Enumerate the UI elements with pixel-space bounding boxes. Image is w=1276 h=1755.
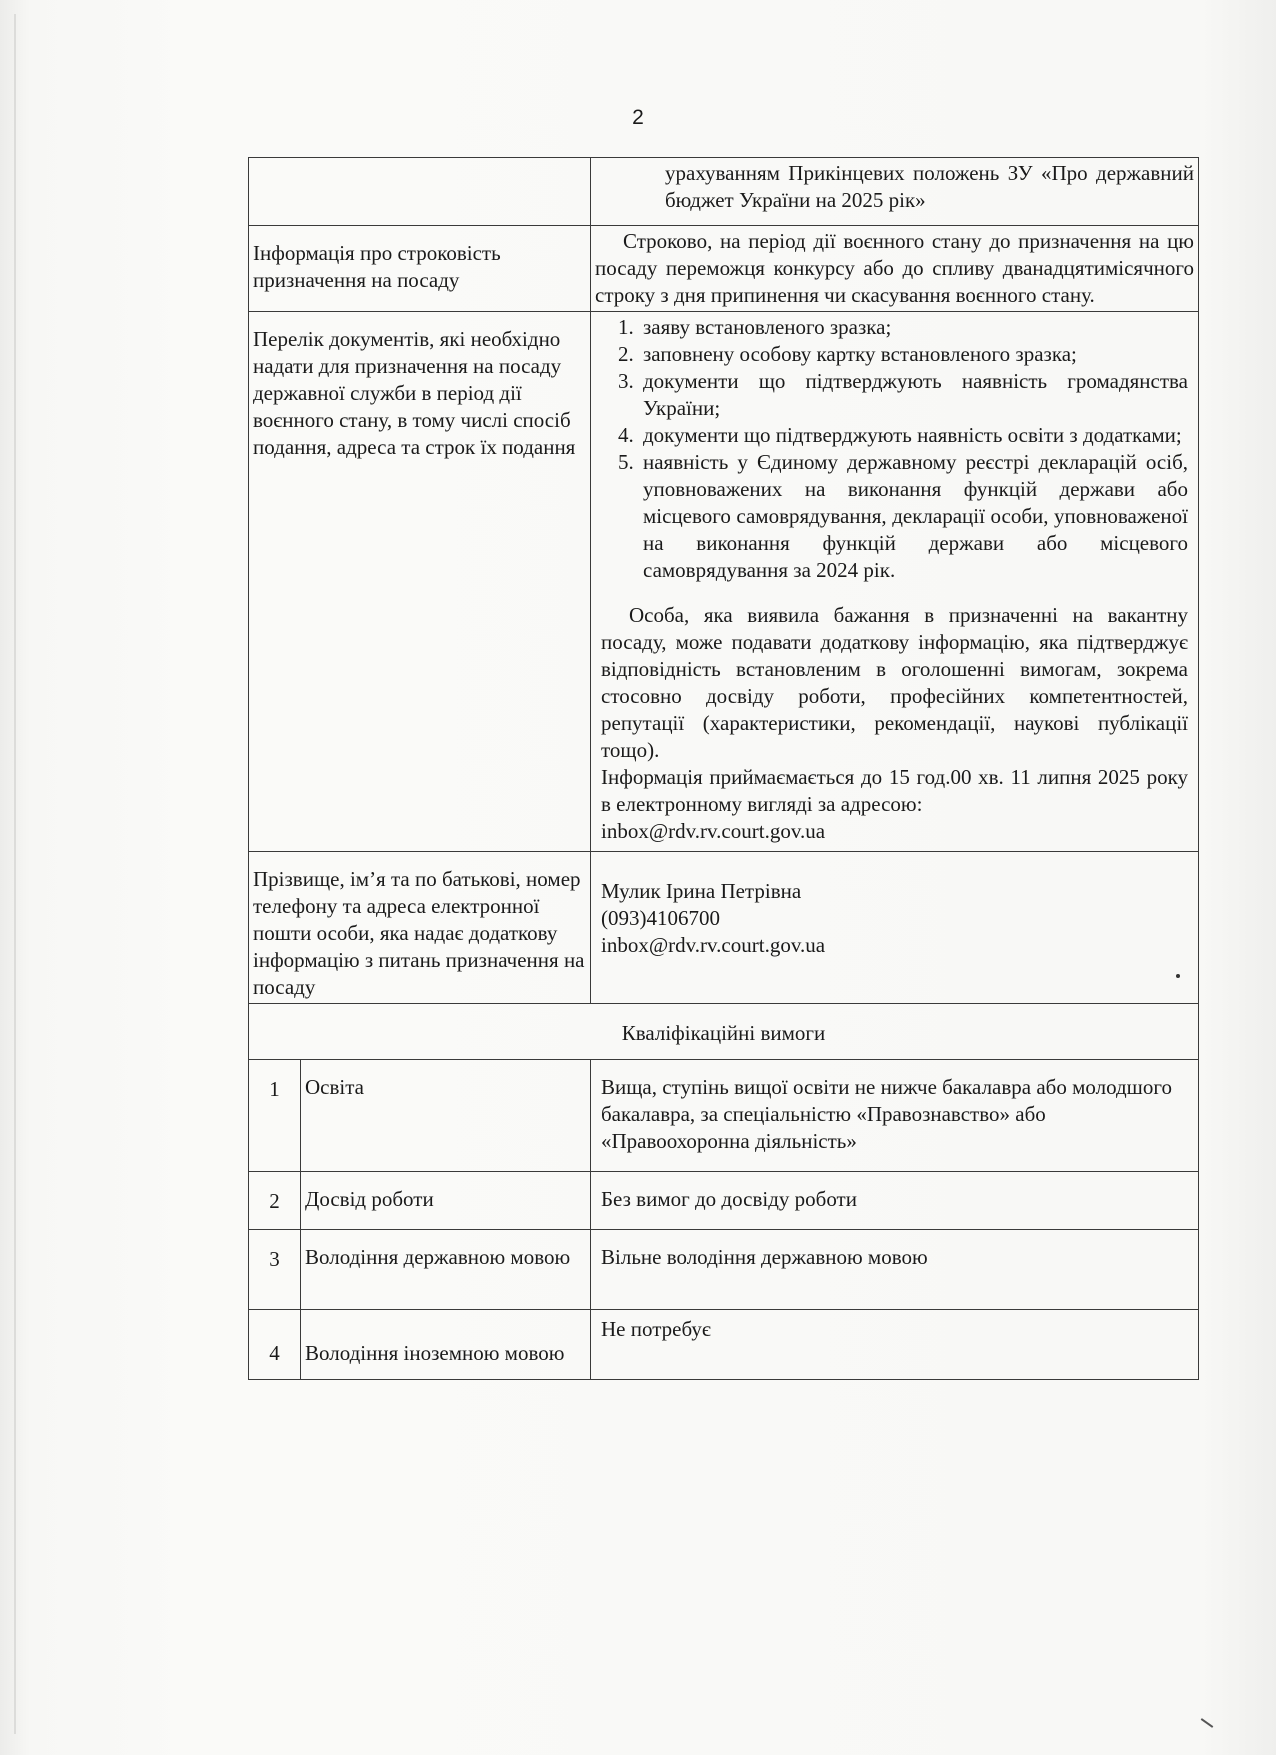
empty-cell [249,158,591,226]
page-edge-shadow [14,14,16,1734]
list-item: 2. заповнену особову картку встановленого зразка; [639,341,1188,368]
vacancy-table [248,157,1199,1380]
term-label: Інформація про строковість призначення на посаду [249,226,591,312]
contact-email: inbox@rdv.rv.court.gov.ua [601,933,826,957]
table-row-qualification [249,1172,1199,1230]
table-row-term [249,226,1199,312]
table-row-documents [249,312,1199,852]
qualification-number: 4 [249,1310,301,1380]
qualifications-heading: Кваліфікаційні вимоги [249,1004,1199,1060]
contact-name: Мулик Ірина Петрівна [601,879,802,903]
qualification-value: Вільне володіння державною мовою [591,1230,1199,1310]
table-row-qualifications-heading [249,1004,1199,1060]
documents-email: inbox@rdv.rv.court.gov.ua [601,819,826,843]
budget-note-cell [591,158,1199,226]
qualification-label: Володіння іноземною мовою [301,1310,591,1380]
documents-extra-info: Особа, яка виявила бажання в призначенні на вакантну посаду, може подавати додаткову інформацію, яка підтверджує відповідність встановленим в оголошенні вимогам, зокрема стосовно досвіду роботи, професійних компетентностей, репутації (характеристики, рекомендації, наукові публікації тощо). [601,603,1188,762]
qualification-value: Без вимог до досвіду роботи [591,1172,1199,1230]
qualification-number: 1 [249,1060,301,1172]
budget-note: урахуванням Прикінцевих положень ЗУ «Про державний бюджет України на 2025 рік» [665,161,1194,212]
documents-value-cell [591,312,1199,852]
term-value: Строково, на період дії воєнного стану до призначення на цю посаду переможця конкурсу або до спливу дванадцятимісячного строку з дня припинення чи скасування воєнного стану. [595,229,1194,307]
table-row-qualification [249,1310,1199,1380]
qualification-label: Досвід роботи [301,1172,591,1230]
list-item: 3. документи що підтверджують наявність громадянства України; [639,368,1188,422]
documents-label: Перелік документів, які необхідно надати для призначення на посаду державної служби в період дії воєнного стану, в тому числі спосіб подання, адреса та строк їх подання [249,312,591,852]
contact-label: Прізвище, ім’я та по батькові, номер телефону та адреса електронної пошти особи, яка надає додаткову інформацію з питань призначення на посаду [249,852,591,1004]
qualification-number: 3 [249,1230,301,1310]
list-item: 5. наявність у Єдиному державному реєстрі декларацій осіб, уповноважених на виконання функцій держави або місцевого самоврядування, декларації особи, уповноваженої на виконання функцій держави або місцевого самоврядування за 2024 рік. [639,449,1188,584]
documents-deadline: Інформація приймаємається до 15 год.00 хв. 11 липня 2025 року в електронному вигляді за адресою: [601,765,1188,816]
table-row-budget-note [249,158,1199,226]
contact-phone: (093)4106700 [601,906,720,930]
qualification-value: Не потребує [591,1310,1199,1380]
table-row-qualification [249,1060,1199,1172]
list-item: 4. документи що підтверджують наявність освіти з додатками; [639,422,1188,449]
list-item: 1. заяву встановленого зразка; [639,314,1188,341]
table-row-qualification [249,1230,1199,1310]
qualification-label: Володіння державною мовою [301,1230,591,1310]
qualification-number: 2 [249,1172,301,1230]
page-number: 2 [632,106,644,129]
contact-value-cell [591,852,1199,1004]
documents-list [601,314,1188,584]
scan-speck [1176,974,1180,978]
qualification-label: Освіта [301,1060,591,1172]
table-row-contact [249,852,1199,1004]
term-value-cell [591,226,1199,312]
qualification-value: Вища, ступінь вищої освіти не нижче бакалавра або молодшого бакалавра, за спеціальністю «Правознавство» або «Правоохоронна діяльність» [591,1060,1199,1172]
